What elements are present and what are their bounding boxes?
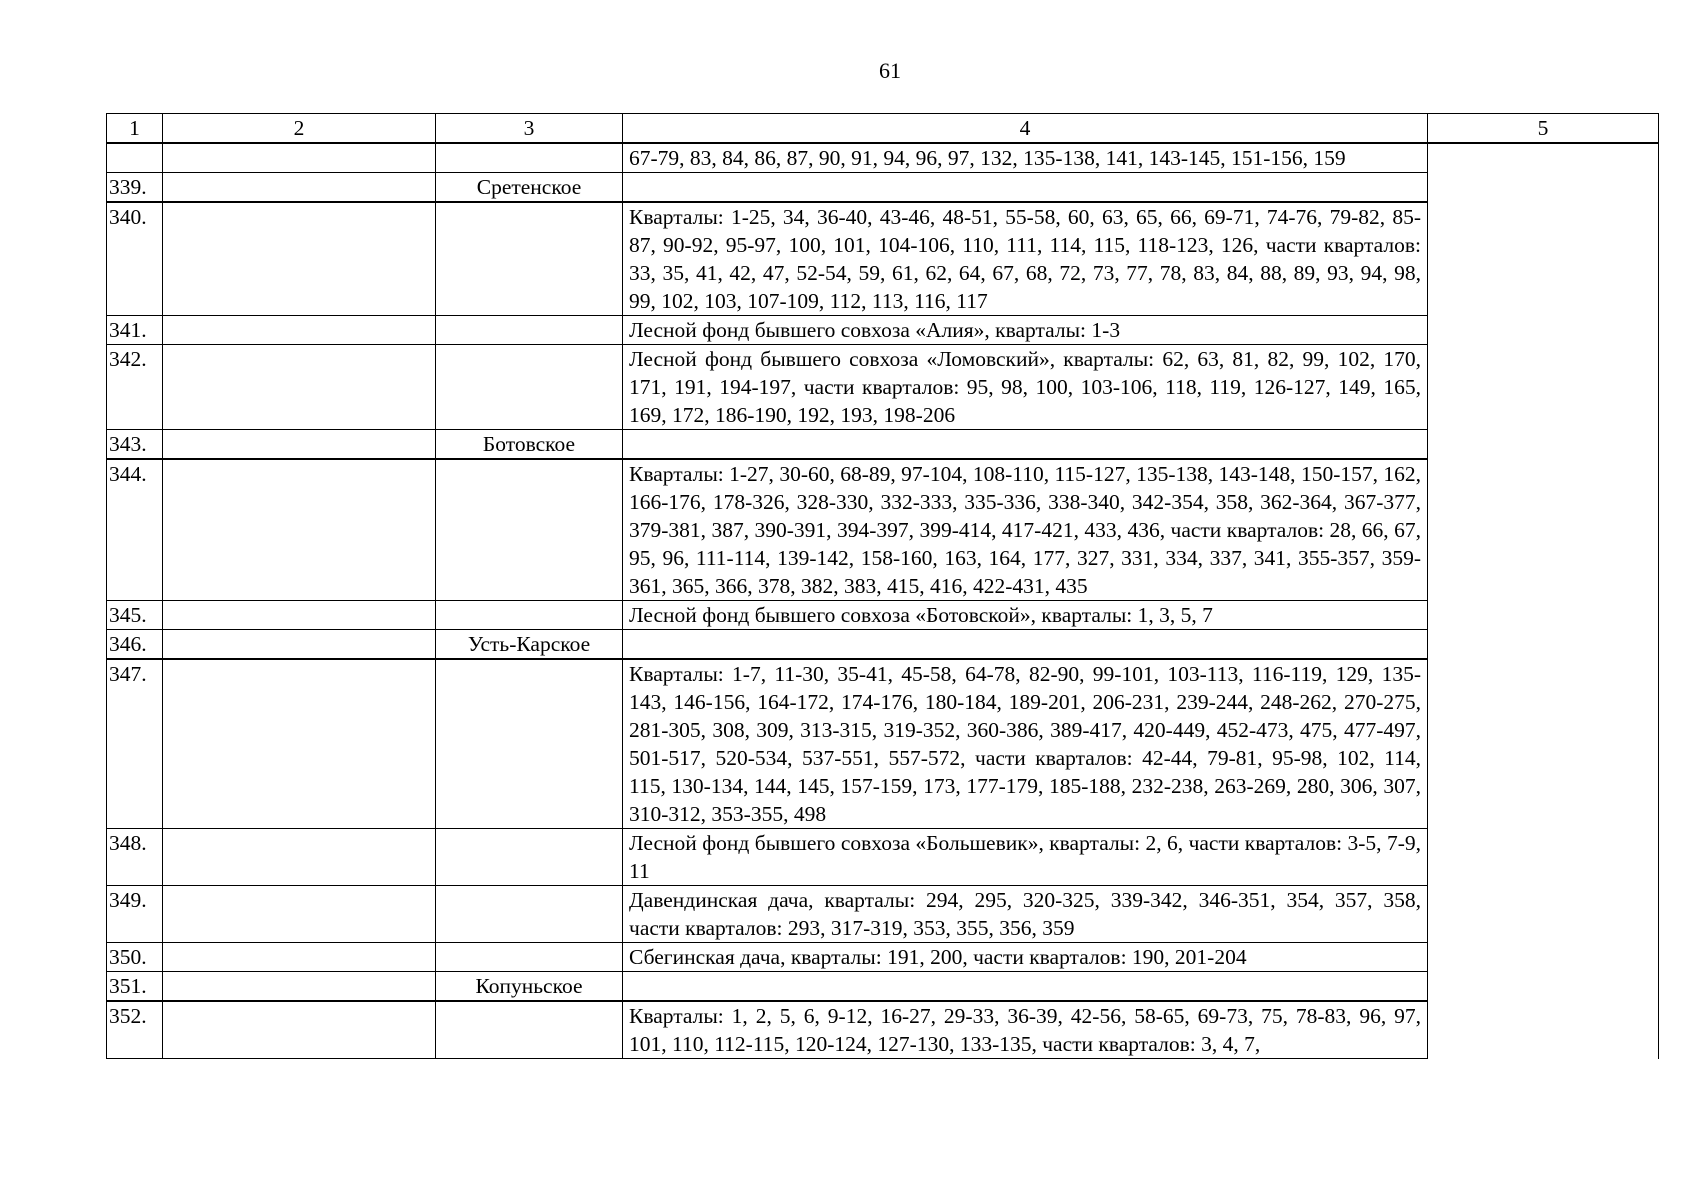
row-number-cell: 348. [107, 829, 163, 886]
column-2-cell [163, 143, 436, 173]
row-number-cell: 347. [107, 659, 163, 829]
column-5-cell [1428, 143, 1659, 1059]
row-number-cell [107, 143, 163, 173]
locality-name-cell [436, 601, 623, 630]
row-number-cell: 339. [107, 173, 163, 203]
column-2-cell [163, 601, 436, 630]
column-2-cell [163, 202, 436, 316]
locality-name-cell [436, 316, 623, 345]
locality-name-cell [436, 886, 623, 943]
column-2-cell [163, 459, 436, 601]
locality-name-cell: Копуньское [436, 972, 623, 1002]
row-number-cell: 346. [107, 630, 163, 660]
quarters-description-cell: Лесной фонд бывшего совхоза «Ботовской», кварталы: 1, 3, 5, 7 [623, 601, 1428, 630]
row-number-cell: 349. [107, 886, 163, 943]
column-2-cell [163, 345, 436, 430]
locality-name-cell [436, 143, 623, 173]
column-header-4: 4 [623, 114, 1428, 144]
table-row [107, 1001, 1659, 1059]
locality-name-cell: Усть-Карское [436, 630, 623, 660]
row-number-cell: 350. [107, 943, 163, 972]
locality-name-cell: Ботовское [436, 430, 623, 460]
column-2-cell [163, 1001, 436, 1059]
column-number-row [107, 114, 1659, 144]
column-header-1: 1 [107, 114, 163, 144]
locality-name-cell [436, 459, 623, 601]
column-2-cell [163, 316, 436, 345]
table-row [107, 829, 1659, 886]
row-number-cell: 351. [107, 972, 163, 1002]
table-row [107, 601, 1659, 630]
locality-name-cell [436, 659, 623, 829]
table-row [107, 173, 1659, 203]
quarters-description-cell [623, 430, 1428, 460]
table-body [107, 143, 1659, 1059]
column-2-cell [163, 886, 436, 943]
table-row [107, 943, 1659, 972]
page-number: 61 [879, 58, 901, 83]
column-2-cell [163, 943, 436, 972]
quarters-description-cell: Давендинская дача, кварталы: 294, 295, 320-325, 339-342, 346-351, 354, 357, 358, части кварталов: 293, 317-319, 353, 355, 356, 359 [623, 886, 1428, 943]
quarters-description-cell: Сбегинская дача, кварталы: 191, 200, части кварталов: 190, 201-204 [623, 943, 1428, 972]
table-row [107, 345, 1659, 430]
table-row [107, 430, 1659, 460]
table-row [107, 630, 1659, 660]
column-2-cell [163, 659, 436, 829]
table-row [107, 886, 1659, 943]
row-number-cell: 342. [107, 345, 163, 430]
locality-name-cell [436, 1001, 623, 1059]
row-number-cell: 343. [107, 430, 163, 460]
quarters-description-cell: Лесной фонд бывшего совхоза «Ломовский», кварталы: 62, 63, 81, 82, 99, 102, 170, 171, 191, 194-197, части кварталов: 95, 98, 100, 103-106, 118, 119, 126-127, 149, 165, 169, 172, 186-190, 192, 193, 198-206 [623, 345, 1428, 430]
column-2-cell [163, 829, 436, 886]
row-number-cell: 352. [107, 1001, 163, 1059]
table-row [107, 202, 1659, 316]
table-row [107, 659, 1659, 829]
row-number-cell: 341. [107, 316, 163, 345]
quarters-description-cell: Кварталы: 1-27, 30-60, 68-89, 97-104, 108-110, 115-127, 135-138, 143-148, 150-157, 162, 166-176, 178-326, 328-330, 332-333, 335-336, 338-340, 342-354, 358, 362-364, 367-377, 379-381, 387, 390-391, 394-397, 399-414, 417-421, 433, 436, части кварталов: 28, 66, 67, 95, 96, 111-114, 139-142, 158-160, 163, 164, 177, 327, 331, 334, 337, 341, 355-357, 359-361, 365, 366, 378, 382, 383, 415, 416, 422-431, 435 [623, 459, 1428, 601]
row-number-cell: 344. [107, 459, 163, 601]
quarters-description-cell: 67-79, 83, 84, 86, 87, 90, 91, 94, 96, 97, 132, 135-138, 141, 143-145, 151-156, 159 [623, 143, 1428, 173]
locality-name-cell: Сретенское [436, 173, 623, 203]
quarters-description-cell: Лесной фонд бывшего совхоза «Большевик», кварталы: 2, 6, части кварталов: 3-5, 7-9, 11 [623, 829, 1428, 886]
column-2-cell [163, 630, 436, 660]
quarters-description-cell: Кварталы: 1, 2, 5, 6, 9-12, 16-27, 29-33, 36-39, 42-56, 58-65, 69-73, 75, 78-83, 96, 97, 101, 110, 112-115, 120-124, 127-130, 133-135, части кварталов: 3, 4, 7, [623, 1001, 1428, 1059]
column-header-3: 3 [436, 114, 623, 144]
forest-quarters-table [106, 113, 1659, 1059]
column-2-cell [163, 430, 436, 460]
locality-name-cell [436, 829, 623, 886]
column-2-cell [163, 173, 436, 203]
table-row [107, 316, 1659, 345]
table-row [107, 459, 1659, 601]
quarters-description-cell: Кварталы: 1-25, 34, 36-40, 43-46, 48-51, 55-58, 60, 63, 65, 66, 69-71, 74-76, 79-82, 85-87, 90-92, 95-97, 100, 101, 104-106, 110, 111, 114, 115, 118-123, 126, части кварталов: 33, 35, 41, 42, 47, 52-54, 59, 61, 62, 64, 67, 68, 72, 73, 77, 78, 83, 84, 88, 89, 93, 94, 98, 99, 102, 103, 107-109, 112, 113, 116, 117 [623, 202, 1428, 316]
column-header-2: 2 [163, 114, 436, 144]
quarters-description-cell: Лесной фонд бывшего совхоза «Алия», кварталы: 1-3 [623, 316, 1428, 345]
quarters-description-cell [623, 173, 1428, 203]
locality-name-cell [436, 943, 623, 972]
quarters-description-cell [623, 630, 1428, 660]
quarters-description-cell [623, 972, 1428, 1002]
column-2-cell [163, 972, 436, 1002]
table-row [107, 972, 1659, 1002]
locality-name-cell [436, 345, 623, 430]
quarters-description-cell: Кварталы: 1-7, 11-30, 35-41, 45-58, 64-78, 82-90, 99-101, 103-113, 116-119, 129, 135-143, 146-156, 164-172, 174-176, 180-184, 189-201, 206-231, 239-244, 248-262, 270-275, 281-305, 308, 309, 313-315, 319-352, 360-386, 389-417, 420-449, 452-473, 475, 477-497, 501-517, 520-534, 537-551, 557-572, части кварталов: 42-44, 79-81, 95-98, 102, 114, 115, 130-134, 144, 145, 157-159, 173, 177-179, 185-188, 232-238, 263-269, 280, 306, 307, 310-312, 353-355, 498 [623, 659, 1428, 829]
row-number-cell: 340. [107, 202, 163, 316]
row-number-cell: 345. [107, 601, 163, 630]
column-header-5: 5 [1428, 114, 1659, 144]
locality-name-cell [436, 202, 623, 316]
table-row [107, 143, 1659, 173]
